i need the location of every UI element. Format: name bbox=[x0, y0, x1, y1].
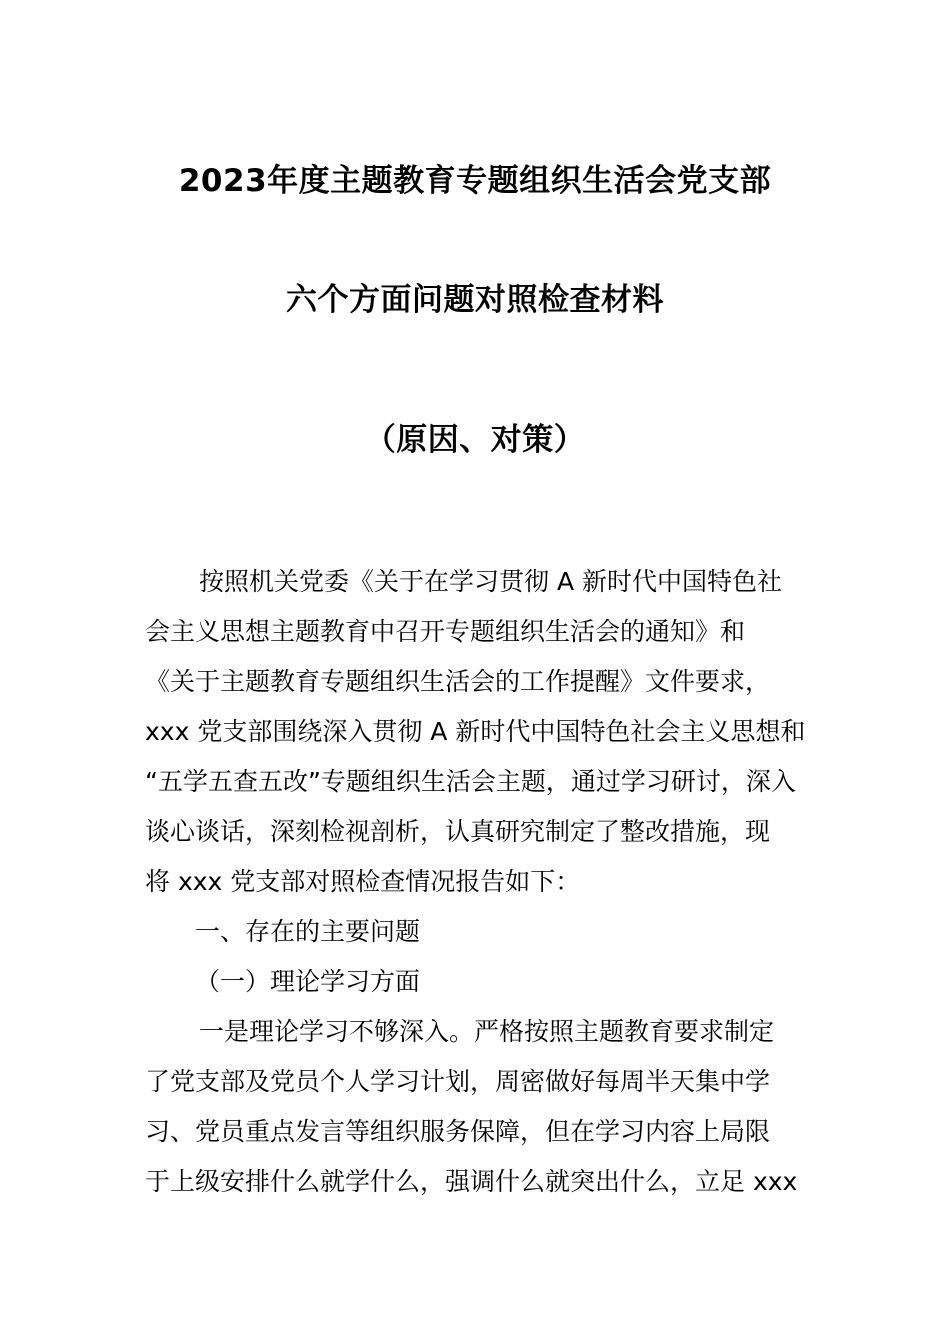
paragraph-1-line: 会主义思想主题教育中召开专题组织生活会的通知》和 bbox=[145, 617, 746, 646]
paragraph-1-line: 谈心谈话，深刻检视剖析，认真研究制定了整改措施，现 bbox=[145, 817, 771, 846]
paragraph-1-line: “五学五查五改”专题组织生活会主题，通过学习研讨，深入 bbox=[145, 767, 796, 796]
paragraph-1-line: xxx 党支部围绕深入贯彻 A 新时代中国特色社会主义思想和 bbox=[145, 717, 806, 746]
section-subheading: （一）理论学习方面 bbox=[195, 967, 421, 996]
paragraph-1-line: 将 xxx 党支部对照检查情况报告如下： bbox=[145, 867, 581, 896]
document-title-line-2: 六个方面问题对照检查材料 bbox=[286, 282, 664, 318]
paragraph-1-line: 按照机关党委《关于在学习贯彻 A 新时代中国特色社 bbox=[199, 567, 782, 596]
paragraph-2-line: 习、党员重点发言等组织服务保障，但在学习内容上局限 bbox=[145, 1117, 771, 1146]
paragraph-2-line: 一是理论学习不够深入。严格按照主题教育要求制定 bbox=[199, 1017, 775, 1046]
paragraph-1-line: 《关于主题教育专题组织生活会的工作提醒》文件要求， bbox=[145, 667, 771, 696]
document-title-line-1: 2023年度主题教育专题组织生活会党支部 bbox=[178, 163, 772, 199]
section-heading: 一、存在的主要问题 bbox=[195, 917, 421, 946]
paragraph-2-line: 于上级安排什么就学什么，强调什么就突出什么，立足 xxx bbox=[145, 1167, 798, 1196]
document-body bbox=[145, 557, 835, 1207]
paragraph-2-line: 了党支部及党员个人学习计划，周密做好每周半天集中学 bbox=[145, 1067, 771, 1096]
document-title-line-3: （原因、对策） bbox=[364, 422, 586, 458]
